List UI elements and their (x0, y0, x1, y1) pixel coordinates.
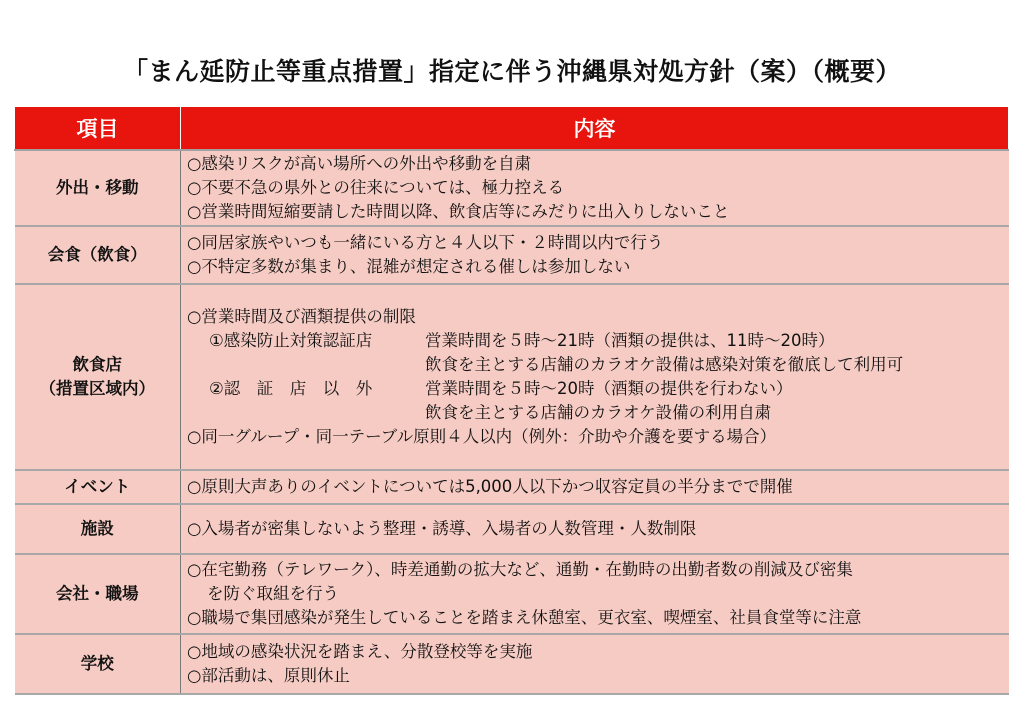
row-item-events (15, 470, 181, 504)
row-content-facilities (181, 504, 1009, 554)
item-label: 外出・移動 (56, 178, 139, 197)
content-line: を防ぐ取組を行う (207, 584, 339, 603)
content-line: ○同一グループ・同一テーブル原則４人以内（例外：介助や介護を要する場合） (187, 427, 777, 446)
table-row (15, 554, 1009, 634)
policy-table (14, 106, 1009, 695)
row-item-outing (15, 150, 181, 226)
content-line: ○営業時間短縮要請した時間以降、飲食店等にみだりに出入りしないこと (187, 202, 730, 221)
table-row (15, 504, 1009, 554)
item-sublabel: （措置区域内） (39, 379, 155, 398)
row-item-workplace (15, 554, 181, 634)
item-label: 会社・職場 (56, 584, 139, 603)
certified-store-hours: 営業時間を５時～21時（酒類の提供は、11時～20時） (425, 331, 835, 350)
row-content-schools (181, 634, 1009, 694)
content-line: ○不要不急の県外との往来については、極力控える (187, 178, 565, 197)
row-item-restaurants (15, 284, 181, 470)
item-label: 施設 (80, 519, 114, 538)
content-line: ○入場者が密集しないよう整理・誘導、入場者の人数管理・人数制限 (187, 519, 697, 538)
content-line: ○部活動は、原則休止 (187, 666, 350, 685)
content-line: ○職場で集団感染が発生していることを踏まえ休憩室、更衣室、喫煙室、社員食堂等に注意 (187, 608, 862, 627)
row-content-workplace (181, 554, 1009, 634)
table-row (15, 634, 1009, 694)
page-title: 「まん延防止等重点措置」指定に伴う沖縄県対処方針（案）（概要） (122, 57, 901, 86)
content-line: 飲食を主とする店舗のカラオケ設備の利用自粛 (425, 403, 772, 422)
row-content-outing (181, 150, 1009, 226)
row-item-dining (15, 226, 181, 284)
item-label: イベント (64, 477, 131, 496)
content-line: ○感染リスクが高い場所への外出や移動を自粛 (187, 154, 532, 173)
content-line (187, 377, 1008, 401)
row-content-events (181, 470, 1009, 504)
item-label: 飲食店 (72, 355, 122, 374)
content-line: ○原則大声ありのイベントについては5,000人以下かつ収容定員の半分までで開催 (187, 477, 793, 496)
row-item-schools (15, 634, 181, 694)
table-row (15, 150, 1009, 226)
item-label: 学校 (80, 654, 114, 673)
content-line: ○地域の感染状況を踏まえ、分散登校等を実施 (187, 642, 533, 661)
table-row (15, 470, 1009, 504)
content-line: ○営業時間及び酒類提供の制限 (187, 307, 416, 326)
table-header-row (15, 107, 1009, 151)
column-header-item: 項目 (15, 107, 181, 151)
item-label: 会食（飲食） (47, 245, 147, 264)
row-content-restaurants (181, 284, 1009, 470)
content-line: ○在宅勤務（テレワーク）、時差通勤の拡大など、通勤・在勤時の出勤者数の削減及び密集 (187, 560, 853, 579)
non-certified-store-hours: 営業時間を５時～20時（酒類の提供を行わない） (425, 379, 793, 398)
row-item-facilities (15, 504, 181, 554)
content-line (187, 329, 1008, 353)
content-line: ○不特定多数が集まり、混雑が想定される催しは参加しない (187, 257, 631, 276)
content-line: 飲食を主とする店舗のカラオケ設備は感染対策を徹底して利用可 (425, 355, 904, 374)
certified-store-label: ①感染防止対策認証店 (209, 331, 373, 350)
row-content-dining (181, 226, 1009, 284)
content-line: ○同居家族やいつも一緒にいる方と４人以下・２時間以内で行う (187, 233, 664, 252)
table-row (15, 284, 1009, 470)
table-row (15, 226, 1009, 284)
non-certified-store-label: ②認 証 店 以 外 (209, 379, 373, 398)
column-header-content: 内容 (181, 107, 1009, 151)
